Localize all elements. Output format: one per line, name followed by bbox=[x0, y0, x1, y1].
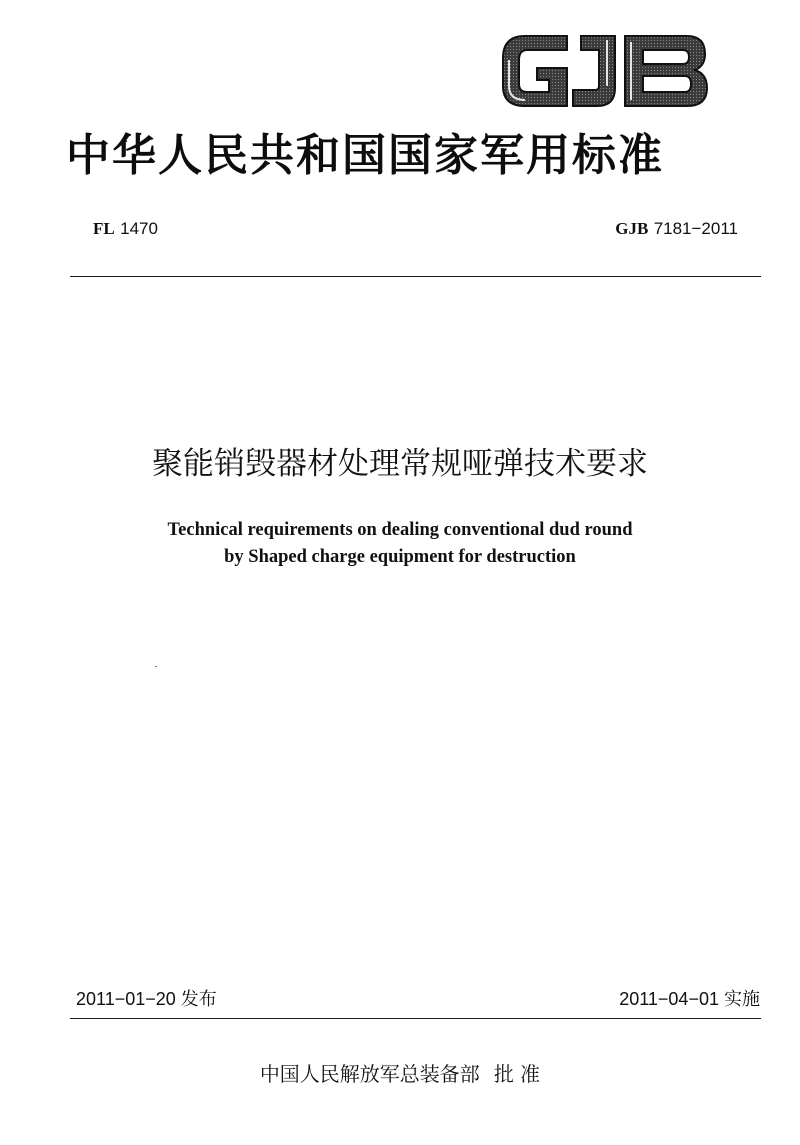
national-standard-title: 中华人民共和国国家军用标准 bbox=[66, 130, 664, 181]
standard-number-value: 7181−2011 bbox=[653, 219, 738, 238]
logo-letter-g bbox=[503, 36, 567, 106]
effective-label: 实施 bbox=[724, 989, 760, 1010]
approve-label: 批 准 bbox=[493, 1062, 541, 1086]
standard-prefix: GJB bbox=[615, 219, 649, 238]
classification-prefix: FL bbox=[93, 219, 115, 238]
standard-number bbox=[615, 219, 738, 239]
header-divider bbox=[70, 276, 761, 277]
logo-letter-b bbox=[625, 36, 707, 106]
issue-date bbox=[76, 985, 217, 1011]
logo-letter-j bbox=[573, 36, 615, 106]
footer-divider bbox=[70, 1018, 761, 1019]
english-title-line-1: Technical requirements on dealing conventional dud round bbox=[167, 520, 633, 540]
issue-date-value: 2011−01−20 bbox=[76, 989, 176, 1009]
issue-label: 发布 bbox=[180, 989, 217, 1010]
scan-speck bbox=[155, 666, 157, 667]
classification-code bbox=[93, 219, 158, 239]
issuer-name: 中国人民解放军总装备部 bbox=[259, 1062, 480, 1086]
classification-number: 1470 bbox=[120, 219, 158, 238]
gjb-logo bbox=[497, 30, 712, 110]
chinese-title: 聚能销毁器材处理常规哑弹技术要求 bbox=[152, 446, 648, 482]
effective-date-value: 2011−04−01 bbox=[619, 989, 719, 1009]
english-title-line-2: by Shaped charge equipment for destruction bbox=[224, 547, 576, 567]
gjb-logo-icon bbox=[497, 30, 712, 110]
issuing-authority bbox=[0, 1058, 800, 1087]
effective-date bbox=[619, 985, 760, 1011]
